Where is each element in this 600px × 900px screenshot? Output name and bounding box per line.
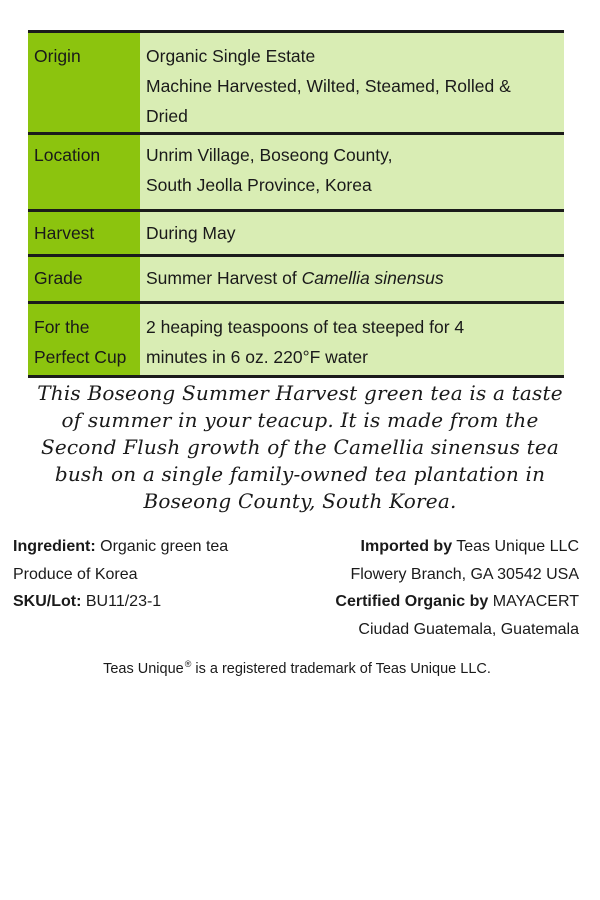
table-row-harvest (28, 212, 564, 257)
produce-line: Produce of Korea (13, 565, 138, 583)
table-row-location (28, 135, 564, 212)
row-value-perfect-cup (140, 304, 564, 375)
perfect-cup-line-2: minutes in 6 oz. 220°F water (146, 347, 368, 367)
certified-label: Certified Organic by (335, 593, 489, 610)
imported-line (335, 533, 579, 561)
certified-address: Ciudad Guatemala, Guatemala (358, 620, 579, 638)
ingredient-value: Organic green tea (95, 538, 229, 555)
table-row-grade (28, 257, 564, 304)
tea-info-table (28, 30, 564, 378)
sku-value: BU11/23-1 (81, 593, 162, 610)
perfect-cup-label-line-1: For the (34, 317, 90, 337)
ingredient-line (13, 533, 228, 561)
row-label-harvest: Harvest (28, 212, 140, 254)
certified-value: MAYACERT (488, 593, 579, 610)
row-value-harvest (140, 212, 564, 254)
row-value-location (140, 135, 564, 209)
origin-line-2: Machine Harvested, Wilted, Steamed, Rolled & (146, 76, 511, 96)
location-line-2: South Jeolla Province, Korea (146, 175, 372, 195)
row-label-grade: Grade (28, 257, 140, 301)
perfect-cup-line-1: 2 heaping teaspoons of tea steeped for 4 (146, 317, 465, 337)
sku-label: SKU/Lot: (13, 593, 82, 610)
imported-address: Flowery Branch, GA 30542 USA (350, 565, 579, 583)
table-row-perfect-cup (28, 304, 564, 378)
description-line-5: Boseong County, South Korea. (143, 489, 457, 513)
description-line-1: This Boseong Summer Harvest green tea is a taste (37, 381, 563, 405)
row-label-origin: Origin (28, 33, 140, 132)
origin-line-3: Dried (146, 106, 188, 126)
row-value-origin (140, 33, 564, 132)
origin-line-1: Organic Single Estate (146, 46, 316, 66)
grade-line (146, 263, 554, 293)
row-label-perfect-cup (28, 304, 140, 375)
location-line-1: Unrim Village, Boseong County, (146, 145, 393, 165)
trademark-brand: Teas Unique (103, 660, 184, 677)
trademark-notice (0, 659, 594, 677)
description-line-3: Second Flush growth of the Camellia sinensus tea (40, 435, 560, 459)
description-line-2: of summer in your teacup. It is made from the (61, 408, 539, 432)
product-info-right (335, 533, 579, 643)
trademark-text: is a registered trademark of Teas Unique LLC. (195, 660, 491, 677)
grade-species: Camellia sinensus (301, 268, 444, 288)
product-info-left (13, 533, 228, 616)
grade-prefix: Summer Harvest of (146, 268, 302, 288)
ingredient-label: Ingredient: (13, 538, 96, 555)
sku-line (13, 588, 228, 616)
row-label-location: Location (28, 135, 140, 209)
imported-value: Teas Unique LLC (452, 538, 579, 555)
harvest-line-1: During May (146, 223, 236, 243)
imported-label: Imported by (360, 538, 453, 555)
row-value-grade (140, 257, 564, 301)
table-row-origin (28, 33, 564, 135)
description-line-4: bush on a single family-owned tea plantation in (54, 462, 546, 486)
registered-mark: ® (184, 659, 192, 669)
certified-line (335, 588, 579, 616)
perfect-cup-label-line-2: Perfect Cup (34, 347, 127, 367)
tea-description (10, 380, 590, 515)
